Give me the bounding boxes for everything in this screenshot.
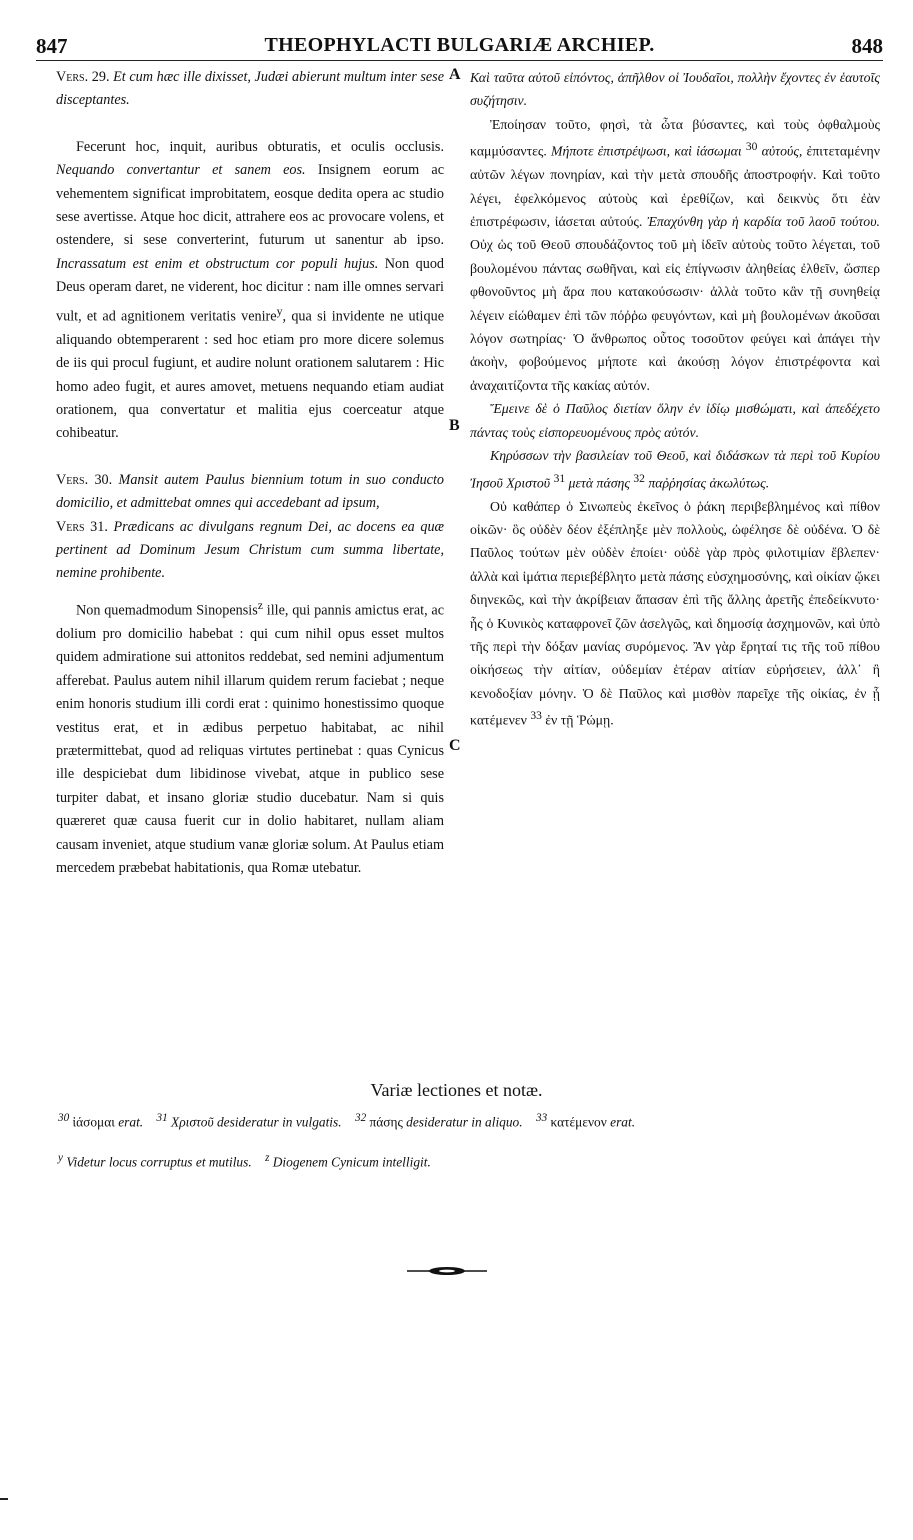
footnote-ref: 32	[633, 472, 645, 485]
greek-commentary-2: Οὐ καθάπερ ὁ Σινωπεὺς ἐκεῖνος ὁ ῥάκη περιβεβλημένος καὶ πίθον οἰκῶν· ὃς οὐδὲν δέον ἐξέπληξε μὲν πολλοὺς, ὠφέλησε δὲ οὐδένα. Ὁ δὲ Παῦλος τούτων μὲν οὐδὲν ἐποίει· οὐδὲ γὰρ πρὸς φιλοτιμίαν ἔβλεπεν· ἀλλὰ καὶ ἱμάτια περιεβέβλητο μετὰ πάσης εὐσχημοσύνης, καὶ οἰκίαν ᾤκει διηνεκῶς, καὶ τὴν ἀκρίβειαν ἅπασαν ἐπὶ τῆς ἄλλης ἀρετῆς ἐπεδείκνυτο· ἧς ὁ Κυνικὸς καταφρονεῖ ζῶν ἀσελγῶς, καὶ δημοσίᾳ ἀσχημονῶν, καὶ ὑπὸ τῆς περὶ τὴν δόξαν μανίας συρόμενος. Ἂν γὰρ ἔρηταί τις τῆς τοῦ πίθου οἰκήσεως τὴν αἰτίαν, οὐδεμίαν ἑτέραν αἰτίαν εὑρήσειεν, ἀλλ᾽ ἢ κενοδοξίαν μόνην. Ὁ δὲ Παῦλος καὶ μισθὸν παρεῖχε τῆς οἰκίας, ἐν ᾗ κατέμενεν $^{33}$ ἐν τῇ Ῥώμῃ.	[470, 498, 880, 728]
margin-marker-a: A	[449, 66, 461, 83]
numbered-notes: $^{30}$ ἰάσομαι erat. $^{31}$ Χριστοῦ desideratur in vulgatis. $^{32}$ πάσης desideratur in aliquo. $^{33}$ κατέμενον erat.	[58, 1112, 636, 1130]
greek-verse-30: Ἔμεινε δὲ ὁ Παῦλος διετίαν ὅλην ἐν ἰδίῳ μισθώματι, καὶ ἀπεδέχετο πάντας τοὺς εἰσπορευομένους πρὸς αὐτόν.	[470, 401, 880, 440]
ornament-divider-icon	[407, 1265, 487, 1277]
greek-commentary-1: Ἐποίησαν τοῦτο, φησὶ, τὰ ὦτα βύσαντες, καὶ τοὺς ὀφθαλμοὺς καμμύσαντες. Μήποτε ἐπιστρέψωσι, καὶ ἰάσωμαι $^{30}$ αὐτούς, ἐπιτεταμένην αὐτῶν λέγων πονηρίαν, καὶ τὴν μετὰ σπουδῆς ἀποστροφήν. Καὶ τοῦτο λέγει, ἐφελκόμενος αὐτοὺς καὶ ἐρεθίζων, καὶ δεικνὺς ὅτι ἐὰν ἐπιστρέφωσιν, ἰάσεται αὐτούς. Ἐπαχύνθη γὰρ ἡ καρδία τοῦ λαοῦ τούτου. Οὐχ ὡς τοῦ Θεοῦ σπουδάζοντος τοῦ μὴ ἰδεῖν αὐτοὺς τοῦτο λέγεται, τοῦ βουλομένου πάντας σωθῆναι, καὶ εἰς ἐπίγνωσιν ἀληθείας ἐλθεῖν, ὥσπερ φθονοῦντος μὴ ἄρα που κατακούσωσιν· ἀλλὰ τοῦτο κἂν τῇ συνηθείᾳ λέγειν εἰώθαμεν ἐπὶ τῶν πόῤῥω φευγόντων, καὶ μὴ βουλομένων ἀκοῦσαι λόγον σωτηρίας· Ὁ ἄνθρωπος οὗτος τοσοῦτον φεύγει καὶ ἀπάγει τὴν ἀκοὴν, φοβούμενος μήποτε καὶ ἀκούσῃ λόγον ἐπιστρέφοντα καὶ ἀναχαιτίζοντα τῆς κακίας αὐτόν.	[470, 116, 881, 393]
footnote-ref: z	[257, 597, 263, 612]
verse-text: Et cum hæc ille dixisset, Judæi abierunt multum inter sese disceptantes.	[56, 69, 444, 109]
running-header	[36, 30, 883, 61]
latin-commentary-2: Non quemadmodum Sinopensis$^z$ ille, qui pannis amictus erat, ac dolium pro domicilio habebat : qui cum nihil opus esset multos quidem admiratione sui attonitos reddebat, sed nemini adjumentum afferebat. Paulus autem nihil illarum quidem rerum faciebat ; neque enim honoris studium illi cordi erat : quinimo honestissimo quoque vestitus erat, et in ædibus perpetuo habitabat, ac nihil prætermittebat, quod ad reliquas virtutes pertinebat : quas Cynicus ille despiciebat dum libidinose vivebat, atque in publico sese turpiter dabat, et insano gloriæ studio ducebatur. Nam si quis quæreret quæ causa fuerit cur in dolio habitaret, nullam aliam causam inveniet, atque studium vanæ gloriæ solum. At Paulus etiam mercedem præbebat habitationis, qua Romæ utebatur.	[56, 597, 445, 877]
variant-notes	[58, 1108, 878, 1189]
verse-text: Mansit autem Paulus biennium totum in suo conducto domicilio, et admittebat omnes qui accedebant ad ipsum,	[56, 471, 444, 512]
lettered-notes: $^y$ Videtur locus corruptus et mutilus. $^z$ Diogenem Cynicum intelligit.	[58, 1152, 431, 1170]
latin-verse-29	[56, 66, 444, 113]
margin-marker-c: C	[449, 737, 461, 754]
latin-commentary-1: Fecerunt hoc, inquit, auribus obturatis, et oculis occlusis. Nequando convertantur et sanem eos. Insignem eorum ac vehementem significat improbitatem, eosque dedita opera ac studio sese avertisse. Atque hoc dicit, attrahere eos ac provocare volens, et ostendere, si sese converterint, futurum ut sanentur ab ipso. Incrassatum est enim et obstructum cor populi hujus. Non quod Deus operam daret, ne viderent, hoc dicitur : nam ille omnes servari vult, et ad agnitionem veritatis venire$^y$, qua si invidente ne utique aliquando obtemperarent : sed hoc etiam pro more dicere solemus de iis qui procul fugiunt, et audire nolunt orationem salutarem : Hic homo adeo fugit, et aures amovet, metuens nequando etiam audiat orationem, qua convertatur et malitia ejus coerceatur atque cohibeatur.	[56, 138, 445, 442]
greek-verse-29: Καὶ ταῦτα αὐτοῦ εἰπόντος, ἀπῆλθον οἱ Ἰουδαῖοι, πολλὴν ἔχοντες ἐν ἑαυτοῖς συζήτησιν.	[470, 70, 880, 109]
greek-verse-31: Κηρύσσων τὴν βασιλείαν τοῦ Θεοῦ, καὶ διδάσκων τὰ περὶ τοῦ Κυρίου Ἰησοῦ Χριστοῦ $^{31}$ μετὰ πάσης $^{32}$ παῤῥησίας ἀκωλύτως.	[470, 448, 880, 491]
footnote-ref: 30	[745, 141, 758, 154]
latin-verse-31	[56, 516, 444, 586]
running-title: THEOPHYLACTI BULGARIÆ ARCHIEP.	[264, 34, 655, 56]
verse-label: Vers. 29.	[56, 69, 110, 85]
verse-label: Vers 31.	[56, 518, 108, 535]
latin-column	[56, 66, 444, 880]
page-number-right: 848	[851, 34, 883, 58]
margin-tick	[0, 1498, 8, 1500]
page-number-left: 847	[36, 34, 68, 58]
footnote-ref: y	[276, 303, 283, 318]
verse-text: Prædicans ac divulgans regnum Dei, ac docens ea quæ pertinent ad Dominum Jesum Christum cum summa libertate, nemine prohibente.	[56, 518, 445, 582]
margin-marker-b: B	[449, 417, 460, 434]
footnote-ref: 33	[530, 710, 542, 723]
notes-title: Variæ lectiones et notæ.	[370, 1080, 543, 1100]
latin-verse-30	[56, 469, 444, 516]
verse-label: Vers. 30.	[56, 471, 113, 488]
footnote-ref: 31	[553, 472, 566, 485]
greek-column	[470, 66, 880, 732]
